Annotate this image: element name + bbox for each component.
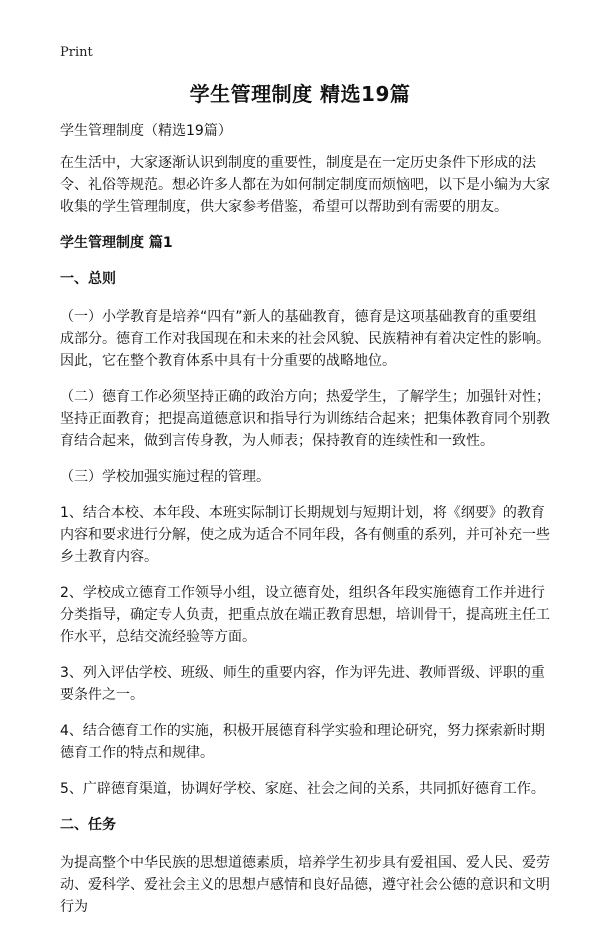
heading-tasks: 二、任务: [60, 817, 116, 833]
paragraph: 4、结合德育工作的实施，积极开展德育科学实验和理论研究，努力探索新时期德育工作的特点和规律。: [60, 723, 545, 761]
paragraph: 为提高整个中华民族的思想道德素质，培养学生初步具有爱祖国、爱人民、爱劳动、爱科学、爱社会主义的思想卢感情和良好品德，遵守社会公德的意识和文明行为: [60, 855, 550, 915]
paragraph: 5、广辟德育渠道，协调好学校、家庭、社会之间的关系，共同抓好德育工作。: [60, 781, 545, 797]
paragraph: 1、结合本校、本年段、本班实际制订长期规划与短期计划，将《纲要》的教育内容和要求进行分解，使之成为适合不同年段，各有侧重的系列，并可补充一些乡土教育内容。: [60, 505, 550, 565]
section-heading: 学生管理制度 篇1: [60, 235, 173, 251]
paragraph: 3、列入评估学校、班级、师生的重要内容，作为评先进、教师晋级、评职的重要条件之一。: [60, 665, 545, 703]
document-subtitle: 学生管理制度（精选19篇）: [60, 123, 232, 139]
paragraph: （二）德育工作必须坚持正确的政治方向；热爱学生，了解学生；加强针对性；坚持正面教育；把提高道德意识和指导行为训练结合起来；把集体教育同个别教育结合起来，做到言传身教，为人师表；保持教育的连续性和一致性。: [60, 389, 550, 449]
page-title: 学生管理制度 精选19篇: [189, 82, 411, 106]
paragraph: （三）学校加强实施过程的管理。: [60, 469, 270, 485]
intro-paragraph: 在生活中，大家逐渐认识到制度的重要性，制度是在一定历史条件下形成的法令、礼俗等规范。想必许多人都在为如何制定制度而烦恼吧，以下是小编为大家收集的学生管理制度，供大家参考借鉴，希望可以帮助到有需要的朋友。: [60, 155, 550, 215]
document-body: [60, 120, 550, 932]
paragraph: （一）小学教育是培养“四有”新人的基础教育，德育是这项基础教育的重要组成部分。德育工作对我国现在和未来的社会风貌、民族精神有着决定性的影响。因此，它在整个教育体系中具有十分重要的战略地位。: [60, 309, 550, 369]
heading-general: 一、总则: [60, 271, 116, 287]
paragraph: 2、学校成立德育工作领导小组，设立德育处，组织各年段实施德育工作并进行分类指导，确定专人负责，把重点放在端正教育思想，培训骨干，提高班主任工作水平，总结交流经验等方面。: [60, 585, 550, 645]
print-link[interactable]: Print: [60, 45, 93, 60]
